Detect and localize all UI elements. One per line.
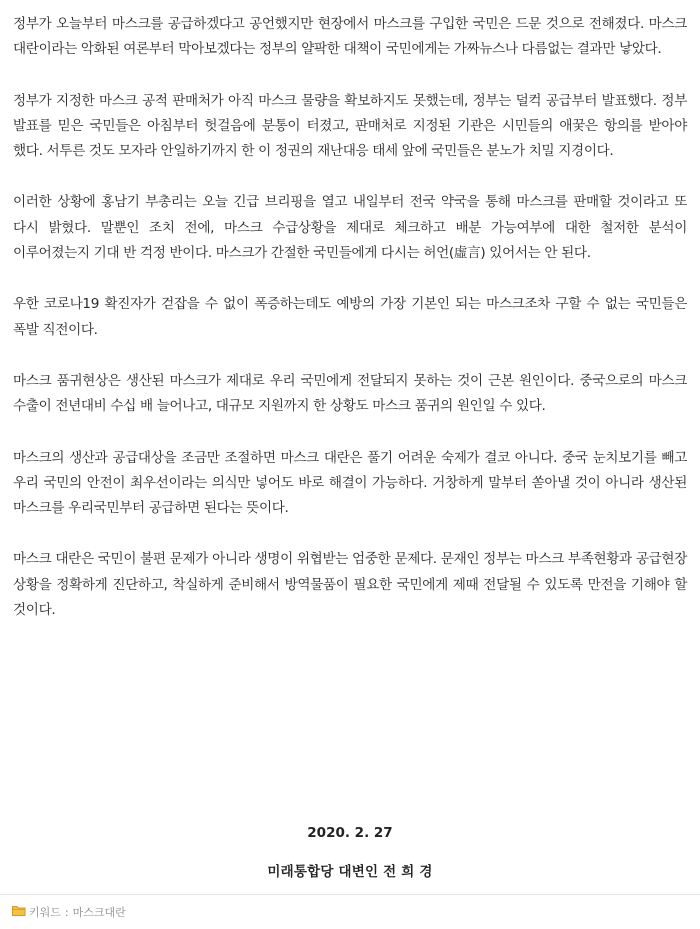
folder-icon (12, 905, 29, 919)
paragraph: 마스크 품귀현상은 생산된 마스크가 제대로 우리 국민에게 전달되지 못하는 것이 근본 원인이다. 중국으로의 마스크 수출이 전년대비 수십 배 늘어나고, 대규모 지원까지 한 상황도 마스크 품귀의 원인일 수 있다. (13, 372, 687, 415)
paragraph: 마스크의 생산과 공급대상을 조금만 조절하면 마스크 대란은 풀기 어려운 숙제가 결코 아니다. 중국 눈치보기를 빼고 우리 국민의 안전이 최우선이라는 의식만 넣어도 바로 해결이 가능하다. 거창하게 말부터 쏟아낼 것이 아니라 생산된 마스크를 우리국민부터 공급하면 된다는 뜻이다. (13, 449, 687, 517)
keyword-bar (12, 903, 126, 921)
paragraph: 이러한 상황에 홍남기 부총리는 오늘 긴급 브리핑을 열고 내일부터 전국 약국을 통해 마스크를 판매할 것이라고 또 다시 밝혔다. 말뿐인 조치 전에, 마스크 수급상황을 제대로 체크하고 배분 가능여부에 대한 철저한 분석이 이루어졌는지 기대 반 걱정 반이다. 마스크가 간절한 국민들에게 다시는 허언(虛言) 있어서는 안 된다. (13, 194, 687, 262)
keyword-link[interactable]: 마스크대란 (72, 906, 126, 919)
statement-date: 2020. 2. 27 (307, 825, 393, 841)
paragraph: 우한 코로나19 확진자가 걷잡을 수 없이 폭증하는데도 예방의 가장 기본인 되는 마스크조차 구할 수 없는 국민들은 폭발 직전이다. (13, 296, 687, 338)
paragraph: 마스크 대란은 국민이 불편 문제가 아니라 생명이 위협받는 엄중한 문제다. 문재인 정부는 마스크 부족현황과 공급현장 상황을 정확하게 진단하고, 착실하게 준비해서 방역물품이 필요한 국민에게 제때 전달될 수 있도록 만전을 기해야 할 것이다. (13, 551, 687, 619)
keyword-label: 키워드 (29, 906, 61, 919)
paragraph: 정부가 지정한 마스크 공적 판매처가 아직 마스크 물량을 확보하지도 못했는데, 정부는 덜컥 공급부터 발표했다. 정부 발표를 믿은 국민들은 아침부터 헛걸음에 분통이 터졌고, 판매처로 지정된 기관은 시민들의 애꿎은 항의를 받아야 했다. 서투른 것도 모자라 안일하기까지 한 이 정권의 재난대응 태세 앞에 국민들은 분노가 치밀 지경이다. (13, 92, 687, 160)
footer-divider (0, 894, 700, 895)
spokesperson-signature: 미래통합당 대변인 전 희 경 (267, 864, 433, 880)
article-body (13, 12, 687, 649)
keyword-separator: : (64, 905, 69, 919)
paragraph: 정부가 오늘부터 마스크를 공급하겠다고 공언했지만 현장에서 마스크를 구입한 국민은 드문 것으로 전해졌다. 마스크 대란이라는 악화된 여론부터 막아보겠다는 정부의 얄팍한 대책이 국민에게는 가짜뉴스나 다름없는 결과만 낳았다. (13, 16, 687, 58)
